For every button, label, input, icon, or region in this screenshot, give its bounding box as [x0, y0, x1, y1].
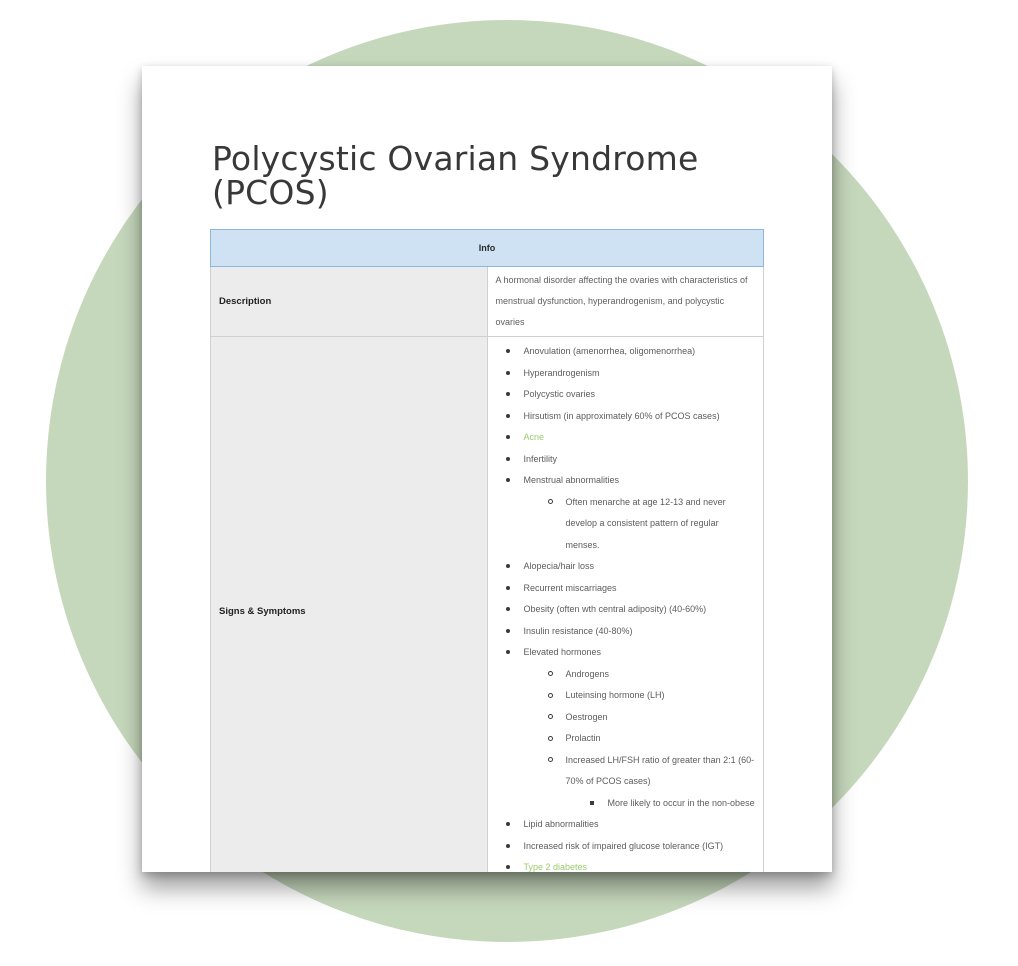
signs-symptoms-value — [487, 337, 764, 873]
info-table — [210, 229, 764, 872]
list-item: Recurrent miscarriages — [496, 578, 756, 600]
list-item: Obesity (often wth central adiposity) (40-60%) — [496, 599, 756, 621]
table-row-description — [211, 267, 764, 337]
list-item: Increased risk of impaired glucose tolerance (IGT) — [496, 836, 756, 858]
sub-sub-list — [580, 793, 756, 815]
sub-list-item: Luteinsing hormone (LH) — [538, 685, 756, 707]
list-item: Hirsutism (in approximately 60% of PCOS cases) — [496, 406, 756, 428]
sub-sub-list-item: More likely to occur in the non-obese — [580, 793, 756, 815]
sub-list-item: Prolactin — [538, 728, 756, 750]
sub-list — [538, 664, 756, 815]
acne-link[interactable]: Acne — [496, 427, 756, 449]
symptom-list — [496, 341, 756, 872]
list-item: Polycystic ovaries — [496, 384, 756, 406]
list-item — [496, 470, 756, 556]
sub-list — [538, 492, 756, 557]
sub-list-item-text: Increased LH/FSH ratio of greater than 2:1 (60-70% of PCOS cases) — [565, 754, 755, 786]
description-value: A hormonal disorder affecting the ovaries with characteristics of menstrual dysfunction, hyperandrogenism, and polycystic ovaries — [487, 267, 764, 337]
list-item — [496, 642, 756, 814]
table-header-info: Info — [211, 230, 764, 267]
list-item: Alopecia/hair loss — [496, 556, 756, 578]
list-item-text: Elevated hormones — [523, 647, 602, 657]
sub-list-item: Androgens — [538, 664, 756, 686]
sub-list-item — [538, 750, 756, 815]
sub-list-item: Often menarche at age 12-13 and never develop a consistent pattern of regular menses. — [538, 492, 756, 557]
sub-list-item: Oestrogen — [538, 707, 756, 729]
table-header-row — [211, 230, 764, 267]
list-item: Lipid abnormalities — [496, 814, 756, 836]
description-label: Description — [211, 267, 488, 337]
document-page — [142, 66, 832, 872]
page-title: Polycystic Ovarian Syndrome (PCOS) — [212, 139, 699, 212]
list-item: Hyperandrogenism — [496, 363, 756, 385]
list-item: Infertility — [496, 449, 756, 471]
type-2-diabetes-link[interactable]: Type 2 diabetes — [496, 857, 756, 872]
signs-symptoms-label: Signs & Symptoms — [211, 337, 488, 873]
list-item-text: Menstrual abnormalities — [523, 475, 620, 485]
list-item: Anovulation (amenorrhea, oligomenorrhea) — [496, 341, 756, 363]
table-row-signs-symptoms — [211, 337, 764, 873]
list-item: Insulin resistance (40-80%) — [496, 621, 756, 643]
